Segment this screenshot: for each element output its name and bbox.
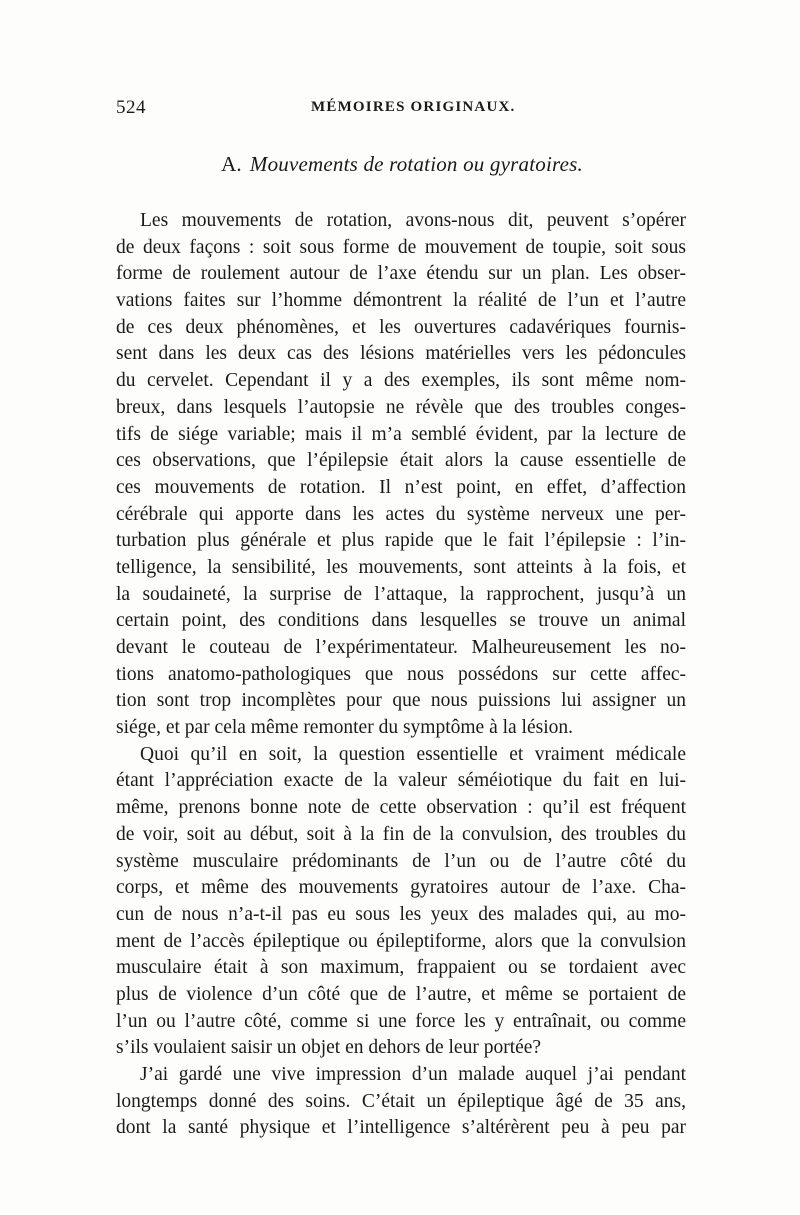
text-line: cérébrale qui apporte dans les actes du système nerveux une per-	[116, 503, 686, 525]
text-line: de ces deux phénomènes, et les ouvertures cadavériques fournis-	[116, 316, 686, 338]
text-line: même, prenons bonne note de cette observation : qu’il est fréquent	[116, 797, 686, 819]
text-line: ces mouvements de rotation. Il n’est point, en effet, d’affection	[116, 476, 686, 498]
text-line: du cervelet. Cependant il y a des exemples, ils sont même nom-	[116, 370, 686, 392]
text-line: de deux façons : soit sous forme de mouvement de toupie, soit sous	[116, 236, 686, 258]
text-line: corps, et même des mouvements gyratoires autour de l’axe. Cha-	[116, 877, 686, 899]
text-line: Quoi qu’il en soit, la question essentielle et vraiment médicale	[140, 743, 686, 765]
section-letter: A.	[221, 152, 242, 176]
text-line: plus de violence d’un côté que de l’autre, et même se portaient de	[116, 983, 686, 1005]
text-line: étant l’appréciation exacte de la valeur séméiotique du fait en lui-	[116, 770, 686, 792]
text-line: tion sont trop incomplètes pour que nous puissions lui assigner un	[116, 690, 686, 712]
text-line: breux, dans lesquels l’autopsie ne révèle que des troubles conges-	[116, 396, 686, 418]
running-head	[116, 97, 688, 123]
text-line: telligence, la sensibilité, les mouvements, sont atteints à la fois, et	[116, 556, 686, 578]
text-line: sent dans les deux cas des lésions matérielles vers les pédoncules	[116, 343, 686, 365]
text-line: tifs de siége variable; mais il m’a semblé évident, par la lecture de	[116, 423, 686, 445]
text-line: forme de roulement autour de l’axe étendu sur un plan. Les obser-	[116, 263, 686, 285]
text-line: de voir, soit au début, soit à la fin de la convulsion, des troubles du	[116, 823, 686, 845]
text-line: musculaire était à son maximum, frappaient ou se tordaient avec	[116, 957, 686, 979]
text-line: vations faites sur l’homme démontrent la réalité de l’un et l’autre	[116, 290, 686, 312]
text-line: ment de l’accès épileptique ou épileptiforme, alors que la convulsion	[116, 930, 686, 952]
text-line: système musculaire prédominants de l’un ou de l’autre côté du	[116, 850, 686, 872]
body-text	[116, 208, 686, 1142]
text-line: la soudaineté, la surprise de l’attaque, la rapprochent, jusqu’à un	[116, 583, 686, 605]
text-line: siége, et par cela même remonter du symptôme à la lésion.	[116, 717, 574, 739]
text-line: longtemps donné des soins. C’était un épileptique âgé de 35 ans,	[116, 1090, 686, 1112]
running-title: MÉMOIRES ORIGINAUX.	[311, 99, 516, 115]
text-line: l’un ou l’autre côté, comme si une force les y entraînait, ou comme	[116, 1010, 686, 1032]
section-heading	[116, 152, 688, 177]
text-line: cun de nous n’a-t-il pas eu sous les yeux des malades qui, au mo-	[116, 903, 686, 925]
text-line: s’ils voulaient saisir un objet en dehors de leur portée?	[116, 1037, 542, 1059]
text-line: ces observations, que l’épilepsie était alors la cause essentielle de	[116, 450, 686, 472]
text-line: turbation plus générale et plus rapide que le fait l’épilepsie : l’in-	[116, 530, 686, 552]
text-line: devant le couteau de l’expérimentateur. Malheureusement les no-	[116, 637, 686, 658]
text-line: dont la santé physique et l’intelligence s’altérèrent peu à peu par	[116, 1117, 686, 1139]
text-line: tions anatomo-pathologiques que nous possédons sur cette affec-	[116, 663, 686, 685]
text-line: certain point, des conditions dans lesquelles se trouve un animal	[116, 610, 686, 632]
text-line: J’ai gardé une vive impression d’un malade auquel j’ai pendant	[140, 1064, 686, 1085]
text-line: Les mouvements de rotation, avons-nous dit, peuvent s’opérer	[140, 210, 686, 231]
section-title: Mouvements de rotation ou gyratoires.	[249, 152, 583, 176]
page-number: 524	[116, 97, 146, 118]
